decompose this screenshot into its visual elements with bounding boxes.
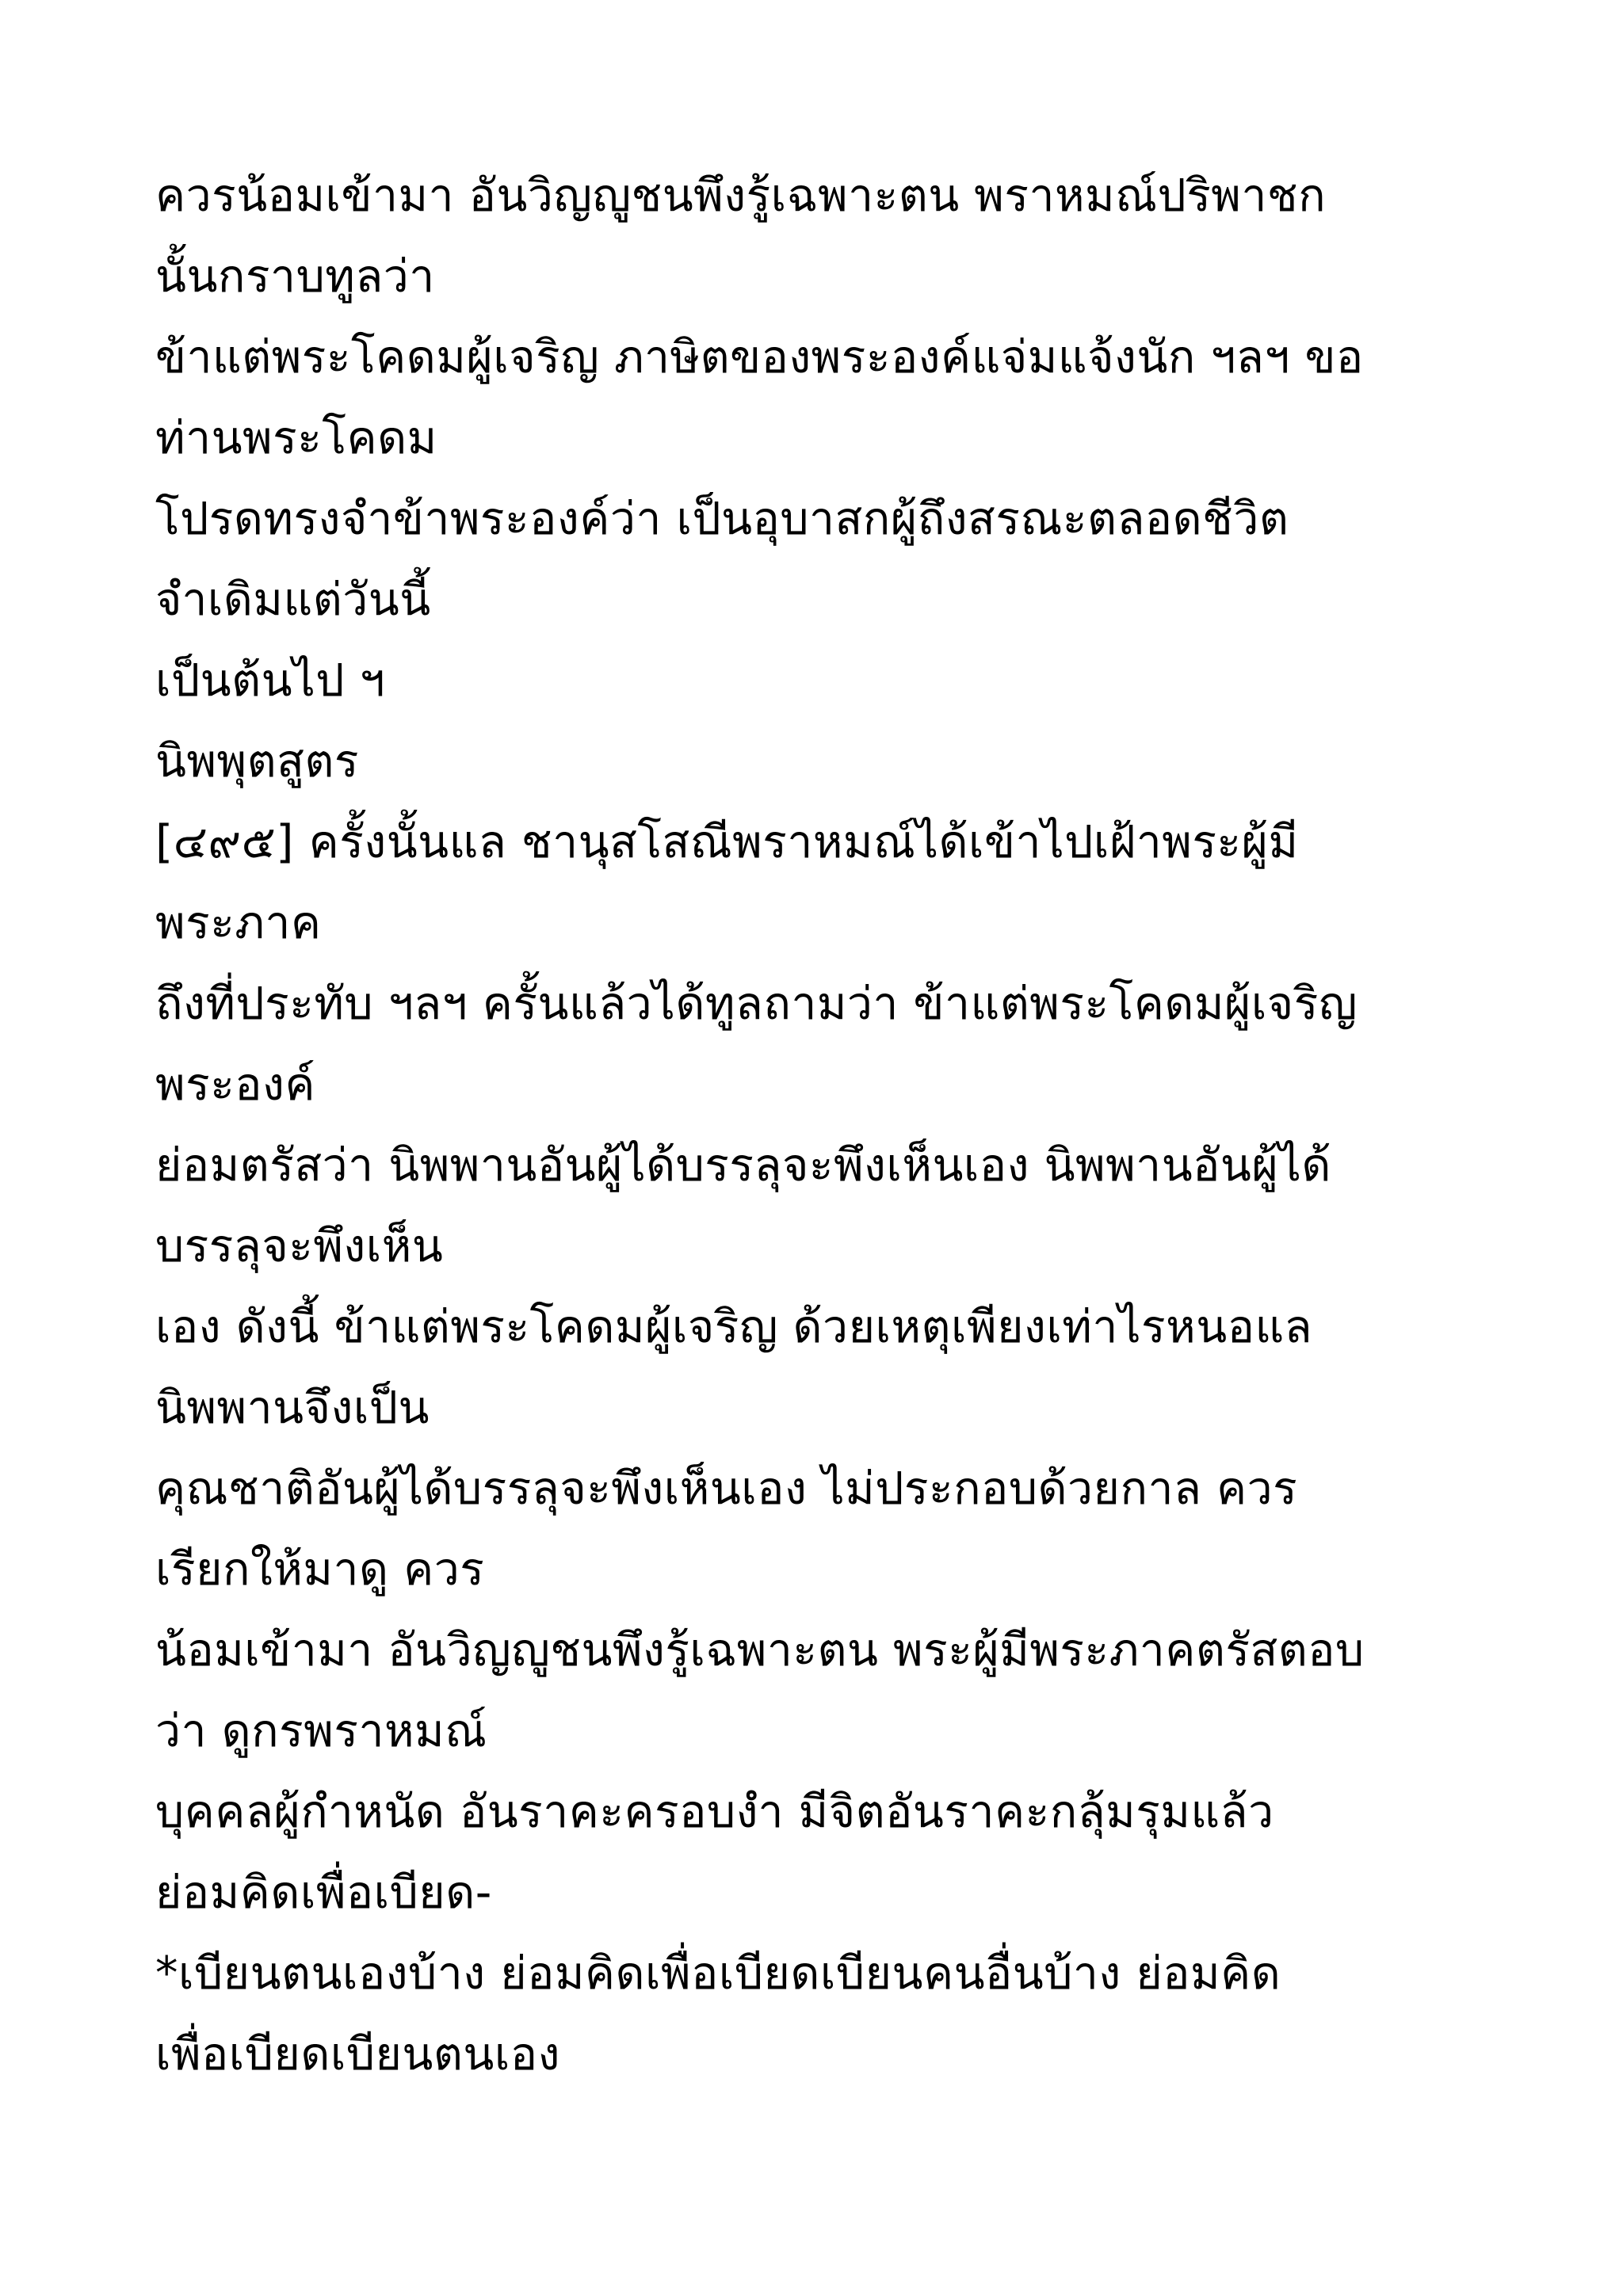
- text-line: คุณชาติอันผู้ได้บรรลุจะพึงเห็นเอง ไม่ประกอบด้วยกาล ควร: [155, 1463, 1298, 1515]
- section-title: นิพพุตสูตร: [155, 735, 360, 788]
- text-line: โปรดทรงจำข้าพระองค์ว่า เป็นอุบาสกผู้ถึงสรณะตลอดชีวิต: [155, 493, 1289, 545]
- text-line: บุคคลผู้กำหนัด อันราคะครอบงำ มีจิตอันราคะกลุ้มรุมแล้ว: [155, 1786, 1274, 1838]
- document-body: [155, 155, 1503, 2095]
- text-line: ข้าแต่พระโคดมผู้เจริญ ภาษิตของพระองค์แจ่มแจ้งนัก ฯลฯ ขอ: [155, 331, 1364, 383]
- text-line: พระองค์: [155, 1058, 315, 1111]
- text-line: นิพพานจึงเป็น: [155, 1382, 430, 1434]
- text-line: น้อมเข้ามา อันวิญญูชนพึงรู้เฉพาะตน พระผู้มีพระภาคตรัสตอบ: [155, 1624, 1365, 1676]
- text-line: ย่อมตรัสว่า นิพพานอันผู้ได้บรรลุจะพึงเห็นเอง นิพพานอันผู้ได้: [155, 1139, 1331, 1192]
- text-line: *เบียนตนเองบ้าง ย่อมคิดเพื่อเบียดเบียนคนอื่นบ้าง ย่อมคิด: [155, 1947, 1281, 2000]
- text-line: เอง ดังนี้ ข้าแต่พระโคดมผู้เจริญ ด้วยเหตุเพียงเท่าไรหนอแล: [155, 1301, 1313, 1353]
- text-line: นั้นกราบทูลว่า: [155, 250, 435, 303]
- text-line: ถึงที่ประทับ ฯลฯ ครั้นแล้วได้ทูลถามว่า ข้าแต่พระโคดมผู้เจริญ: [155, 978, 1358, 1030]
- text-line: เรียกให้มาดู ควร: [155, 1543, 485, 1596]
- text-line: ย่อมคิดเพื่อเบียด-: [155, 1867, 492, 1919]
- text-line: ควรน้อมเข้ามา อันวิญญูชนพึงรู้เฉพาะตน พราหมณ์ปริพาชก: [155, 170, 1327, 222]
- text-line: จำเดิมแต่วันนี้: [155, 574, 431, 626]
- text-line: ท่านพระโคดม: [155, 412, 437, 464]
- text-line: ว่า ดูกรพราหมณ์: [155, 1705, 487, 1757]
- text-line: พระภาค: [155, 897, 322, 949]
- text-line: เป็นต้นไป ฯ: [155, 654, 386, 707]
- text-line: บรรลุจะพึงเห็น: [155, 1220, 444, 1272]
- text-line: [๔๙๕] ครั้งนั้นแล ชานุสโสณีพราหมณ์ได้เข้าไปเฝ้าพระผู้มี: [155, 816, 1299, 868]
- text-line: เพื่อเบียดเบียนตนเอง: [155, 2028, 560, 2081]
